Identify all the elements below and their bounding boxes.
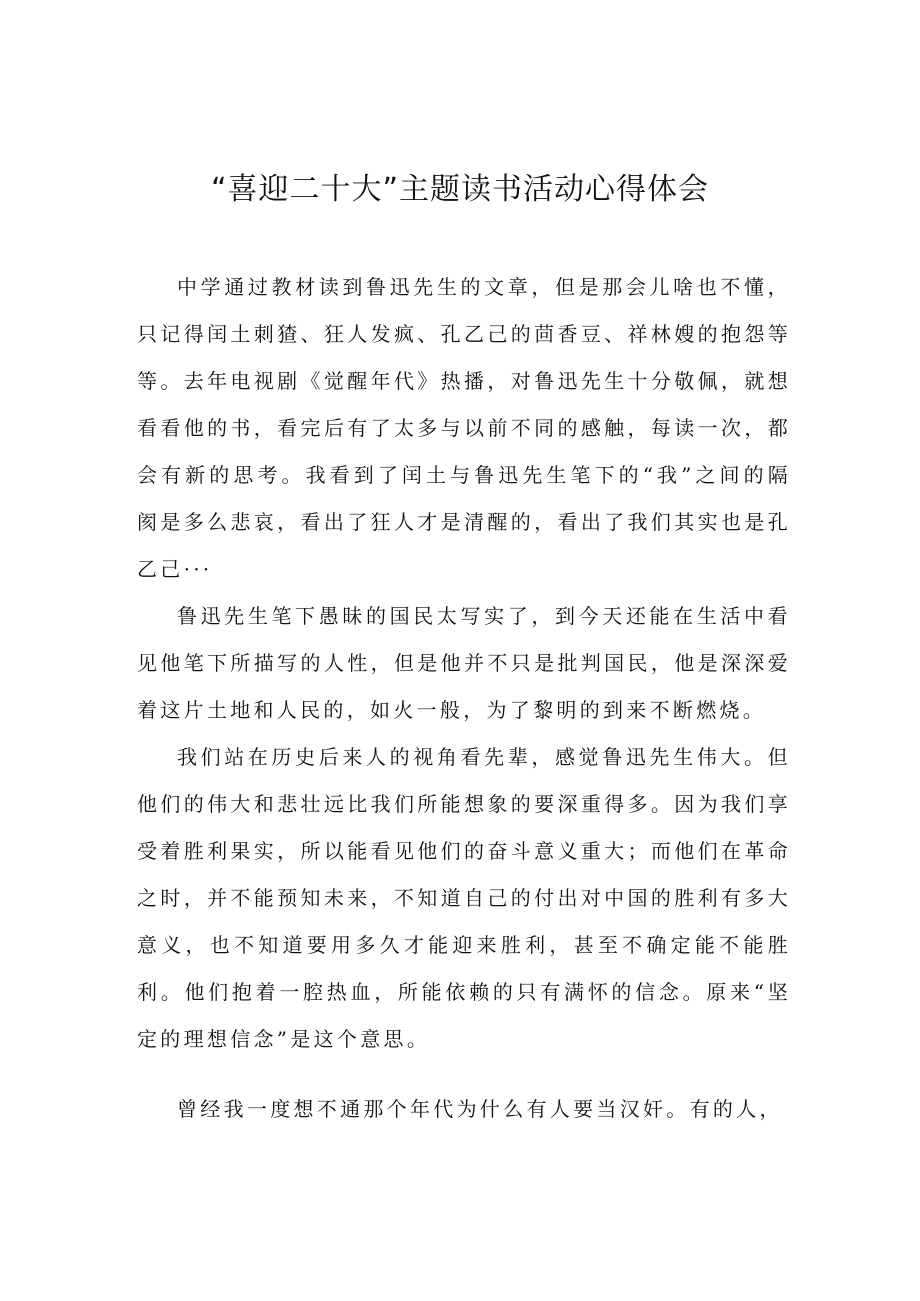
- paragraph-2: 鲁迅先生笔下愚昧的国民太写实了，到今天还能在生活中看见他笔下所描写的人性，但是他并不只是批判国民，他是深深爱着这片土地和人民的，如火一般，为了黎明的到来不断燃烧。: [137, 604, 791, 722]
- document-title: “喜迎二十大”主题读书活动心得体会: [210, 172, 710, 207]
- paragraph-1: 中学通过教材读到鲁迅先生的文章，但是那会儿啥也不懂，只记得闰土刺猹、狂人发疯、孔乙己的茴香豆、祥林嫂的抱怨等等。去年电视剧《觉醒年代》热播，对鲁迅先生十分敬佩，就想看看他的书，看完后有了太多与以前不同的感触，每读一次，都会有新的思考。我看到了闰土与鲁迅先生笔下的“我”之间的隔阂是多么悲哀，看出了狂人才是清醒的，看出了我们其实也是孔乙己···: [137, 275, 791, 581]
- paragraph-3: 我们站在历史后来人的视角看先辈，感觉鲁迅先生伟大。但他们的伟大和悲壮远比我们所能想象的要深重得多。因为我们享受着胜利果实，所以能看见他们的奋斗意义重大；而他们在革命之时，并不能预知未来，不知道自己的付出对中国的胜利有多大意义，也不知道要用多久才能迎来胜利，甚至不确定能不能胜利。他们抱着一腔热血，所能依赖的只有满怀的信念。原来“坚定的理想信念”是这个意思。: [137, 745, 791, 1051]
- paragraph-4: 曾经我一度想不通那个年代为什么有人要当汉奸。有的人，: [177, 1097, 783, 1121]
- document-body: [137, 264, 791, 1133]
